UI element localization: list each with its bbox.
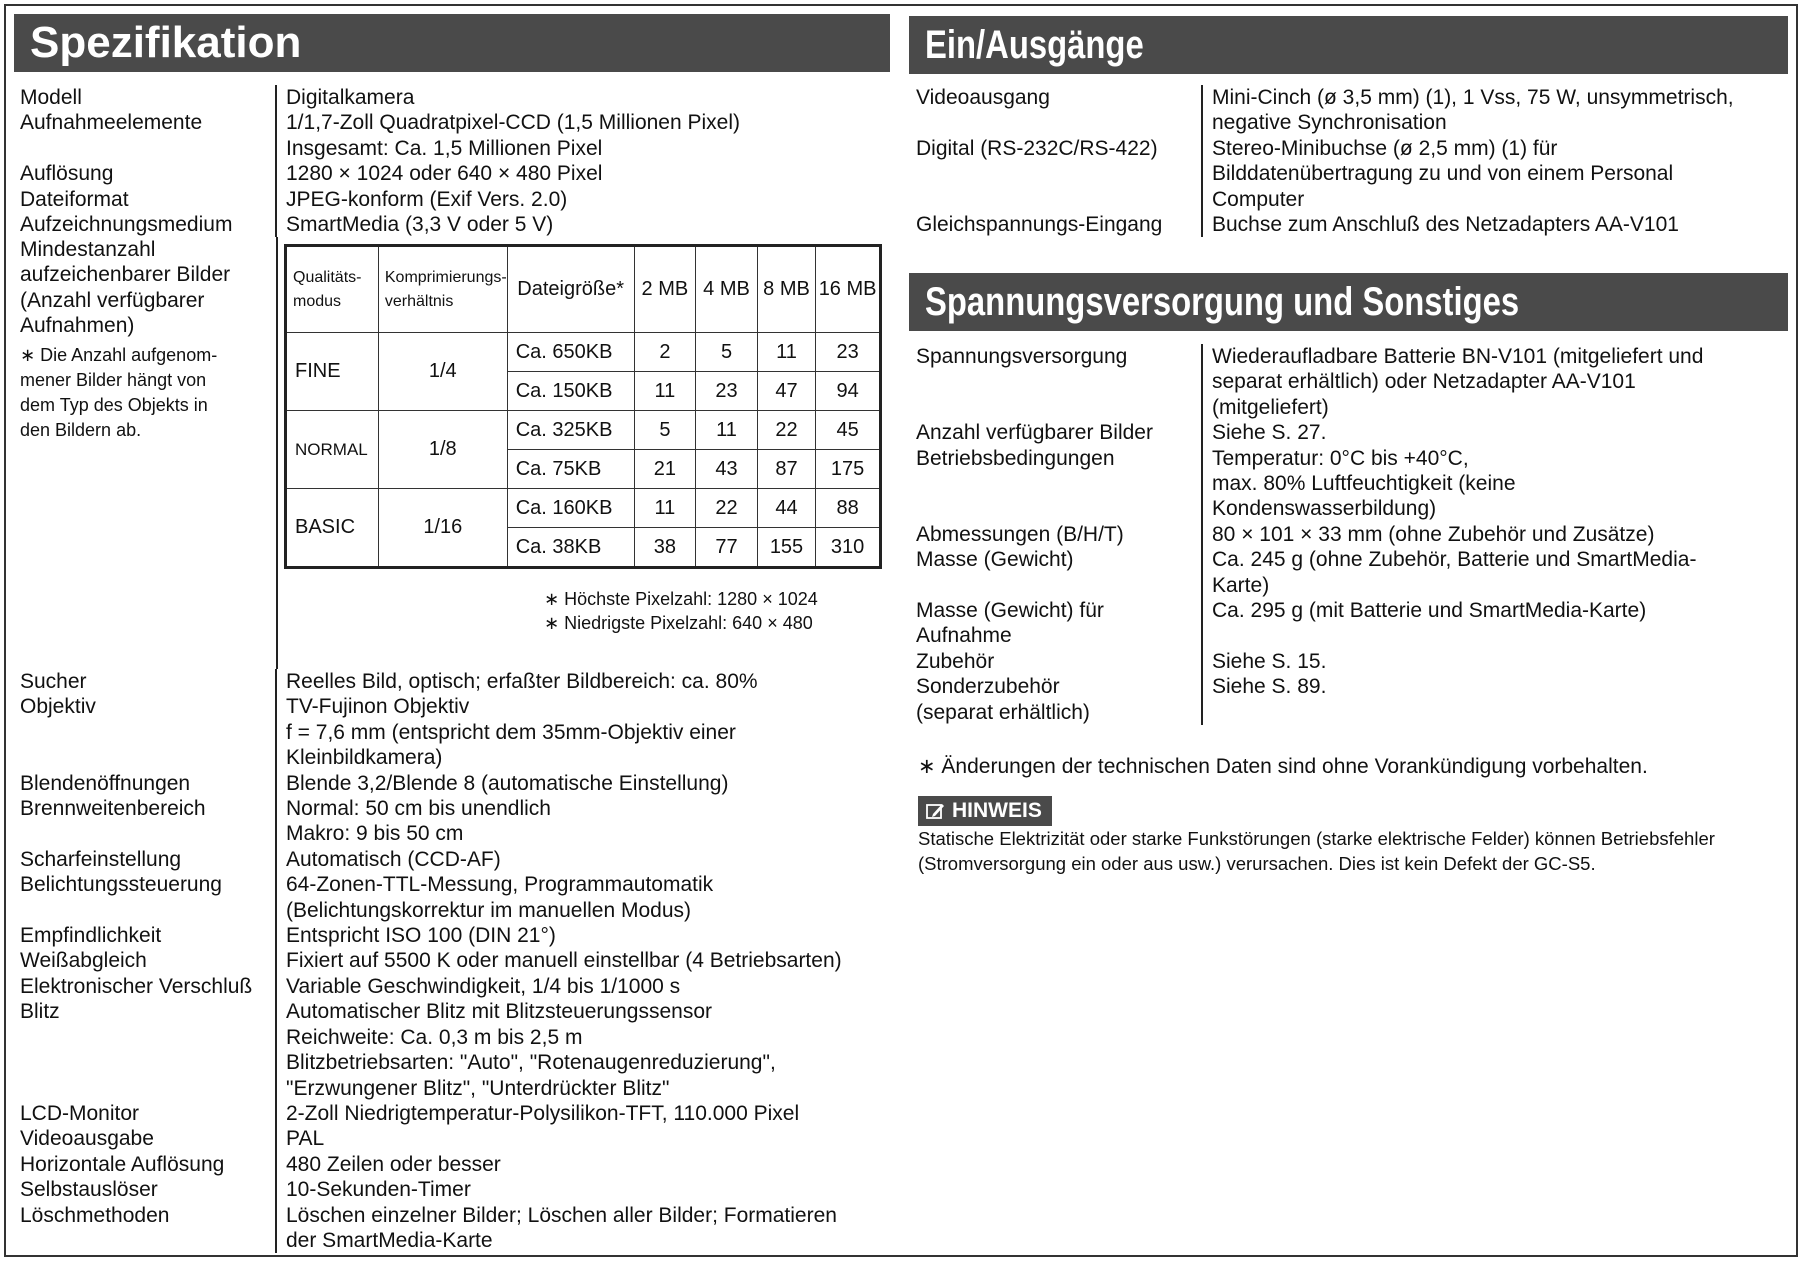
section-title: Spezifikation bbox=[30, 18, 302, 67]
ein-ausgaenge-list bbox=[912, 85, 1792, 237]
spec-label: Scharfeinstellung bbox=[20, 847, 182, 871]
spec-label: Betriebsbedingungen bbox=[916, 446, 1115, 470]
spec-value: 10-Sekunden-Timer bbox=[275, 1177, 896, 1202]
image-count-cell: 88 bbox=[816, 489, 881, 528]
spec-value: Buchse zum Anschluß des Netzadapters AA-V101 bbox=[1201, 212, 1792, 237]
image-count-cell: 11 bbox=[757, 333, 815, 372]
spec-value: Reelles Bild, optisch; erfaßter Bildbereich: ca. 80% bbox=[275, 669, 896, 694]
spec-row bbox=[16, 110, 876, 161]
spec-row bbox=[912, 85, 1792, 136]
image-count-cell: 43 bbox=[696, 450, 758, 489]
image-count-cell: 11 bbox=[634, 372, 696, 411]
spec-row bbox=[16, 1177, 896, 1202]
spec-value: Fixiert auf 5500 K oder manuell einstellbar (4 Betriebsarten) bbox=[275, 948, 896, 973]
spec-label: Zubehör bbox=[916, 649, 995, 673]
spec-value: 1280 × 1024 oder 640 × 480 Pixel bbox=[275, 161, 876, 186]
spec-row bbox=[16, 85, 876, 110]
table-header-cell: 2 MB bbox=[634, 246, 696, 333]
table-note-max: ∗ Höchste Pixelzahl: 1280 × 1024 bbox=[544, 589, 818, 609]
spec-value: Mini-Cinch (ø 3,5 mm) (1), 1 Vss, 75 W, unsymmetrisch, negative Synchronisation bbox=[1201, 85, 1792, 136]
quality-mode-cell: BASIC bbox=[286, 489, 379, 568]
spec-label: Horizontale Auflösung bbox=[20, 1152, 225, 1176]
file-size-cell: Ca. 38KB bbox=[507, 528, 634, 568]
spec-row bbox=[16, 1203, 896, 1254]
image-count-cell: 5 bbox=[696, 333, 758, 372]
spec-row bbox=[912, 598, 1792, 649]
spec-value: 80 × 101 × 33 mm (ohne Zubehör und Zusätze) bbox=[1201, 522, 1792, 547]
image-count-cell: 11 bbox=[634, 489, 696, 528]
spec-value: Automatischer Blitz mit Blitzsteuerungssensor Reichweite: Ca. 0,3 m bis 2,5 m Blitzbetriebsarten: "Auto", "Rotenaugenreduzierung", "Erzwungener Blitz", "Unterdrückter Blitz" bbox=[275, 999, 896, 1101]
spec-label: Blitz bbox=[20, 1000, 60, 1024]
mindest-label-block bbox=[16, 237, 276, 339]
spec-row bbox=[16, 694, 896, 770]
table-header-cell: 8 MB bbox=[757, 246, 815, 333]
file-size-cell: Ca. 325KB bbox=[507, 411, 634, 450]
spec-value: Variable Geschwindigkeit, 1/4 bis 1/1000 s bbox=[275, 974, 896, 999]
spec-value: JPEG-konform (Exif Vers. 2.0) bbox=[275, 187, 876, 212]
spec-row bbox=[16, 669, 896, 694]
image-count-cell: 21 bbox=[634, 450, 696, 489]
image-count-cell: 11 bbox=[696, 411, 758, 450]
spec-label: Gleichspannungs-Eingang bbox=[916, 213, 1163, 237]
table-header-row bbox=[286, 246, 881, 333]
image-count-cell: 22 bbox=[757, 411, 815, 450]
spec-row bbox=[912, 522, 1792, 547]
spec-label: Blendenöffnungen bbox=[20, 771, 191, 795]
compression-ratio-cell: 1/8 bbox=[378, 411, 507, 489]
spec-row bbox=[912, 136, 1792, 212]
image-count-cell: 5 bbox=[634, 411, 696, 450]
section-title: Spannungsversorgung und Sonstiges bbox=[925, 279, 1520, 324]
spec-value: Stereo-Minibuchse (ø 2,5 mm) (1) für Bilddatenübertragung zu und von einem Personal Computer bbox=[1201, 136, 1792, 212]
file-size-cell: Ca. 150KB bbox=[507, 372, 634, 411]
spec-row bbox=[912, 547, 1792, 598]
image-count-cell: 23 bbox=[696, 372, 758, 411]
pencil-icon bbox=[926, 802, 946, 820]
spec-label: Dateiformat bbox=[20, 187, 129, 211]
spec-value: SmartMedia (3,3 V oder 5 V) bbox=[275, 212, 876, 237]
spec-row bbox=[16, 1126, 896, 1151]
spec-row bbox=[16, 872, 896, 923]
spec-value: Ca. 295 g (mit Batterie und SmartMedia-Karte) bbox=[1201, 598, 1792, 649]
hinweis-badge bbox=[918, 796, 1052, 826]
image-count-cell: 44 bbox=[757, 489, 815, 528]
compression-ratio-cell: 1/4 bbox=[378, 333, 507, 411]
spec-value: Siehe S. 89. bbox=[1201, 674, 1792, 725]
image-count-cell: 155 bbox=[757, 528, 815, 568]
spec-row bbox=[16, 771, 896, 796]
spec-row bbox=[16, 161, 876, 186]
spec-row bbox=[16, 796, 896, 847]
image-count-cell: 2 bbox=[634, 333, 696, 372]
image-count-cell: 310 bbox=[816, 528, 881, 568]
section-header-spannung bbox=[909, 273, 1788, 331]
table-header-cell: Qualitäts- modus bbox=[286, 246, 379, 333]
spec-value: 64-Zonen-TTL-Messung, Programmautomatik (Belichtungskorrektur im manuellen Modus) bbox=[275, 872, 896, 923]
image-count-cell: 47 bbox=[757, 372, 815, 411]
spec-value: Normal: 50 cm bis unendlich Makro: 9 bis 50 cm bbox=[275, 796, 896, 847]
spec-label: Spannungsversorgung bbox=[916, 345, 1128, 368]
spec-row bbox=[912, 420, 1792, 445]
table-header-cell: 4 MB bbox=[696, 246, 758, 333]
column-divider bbox=[276, 237, 278, 669]
mindest-note: ∗ Die Anzahl aufgenom- mener Bilder hängt von dem Typ des Objekts in den Bildern ab. bbox=[20, 345, 218, 440]
section-header-spezifikation bbox=[14, 14, 890, 72]
spec-value: 1/1,7-Zoll Quadratpixel-CCD (1,5 Millionen Pixel) Insgesamt: Ca. 1,5 Millionen Pixel bbox=[275, 110, 876, 161]
spec-label: Elektronischer Verschluß bbox=[20, 974, 253, 998]
spec-row bbox=[912, 446, 1792, 522]
spec-label: Sonderzubehör (separat erhältlich) bbox=[916, 675, 1090, 724]
spec-label: Löschmethoden bbox=[20, 1203, 170, 1227]
spec-value: Siehe S. 15. bbox=[1201, 649, 1792, 674]
table-row bbox=[286, 333, 881, 372]
table-row bbox=[286, 489, 881, 528]
spec-label: Anzahl verfügbarer Bilder bbox=[916, 421, 1153, 445]
hinweis-text: Statische Elektrizität oder starke Funkstörungen (starke elektrische Felder) können Betriebsfehler (Stromversorgung ein oder aus usw.) verursachen. Dies ist kein Defekt der GC-S5. bbox=[918, 828, 1715, 874]
spec-label: Modell bbox=[20, 86, 82, 109]
table-header-cell: Dateigröße* bbox=[507, 246, 634, 333]
image-count-cell: 87 bbox=[757, 450, 815, 489]
spec-label: Masse (Gewicht) bbox=[916, 548, 1074, 572]
spec-label: Selbstauslöser bbox=[20, 1178, 158, 1202]
spec-label: Aufnahmeelemente bbox=[20, 111, 203, 135]
spec-value: 2-Zoll Niedrigtemperatur-Polysilikon-TFT, 110.000 Pixel bbox=[275, 1101, 896, 1126]
spec-value: Ca. 245 g (ohne Zubehör, Batterie und SmartMedia- Karte) bbox=[1201, 547, 1792, 598]
table-header-cell: Komprimierungs- verhältnis bbox=[378, 246, 507, 333]
spec-value: Digitalkamera bbox=[275, 85, 876, 110]
file-size-cell: Ca. 75KB bbox=[507, 450, 634, 489]
quality-mode-cell: NORMAL bbox=[286, 411, 379, 489]
section-title: Ein/Ausgänge bbox=[925, 22, 1144, 67]
spec-list-top bbox=[16, 85, 876, 237]
compression-ratio-cell: 1/16 bbox=[378, 489, 507, 568]
spec-row bbox=[16, 847, 896, 872]
mindest-label: Mindestanzahl aufzeichenbarer Bilder (Anzahl verfügbarer Aufnahmen) bbox=[20, 238, 231, 338]
image-count-cell: 77 bbox=[696, 528, 758, 568]
spannung-list bbox=[912, 344, 1792, 725]
table-note-min: ∗ Niedrigste Pixelzahl: 640 × 480 bbox=[544, 613, 813, 633]
spec-row bbox=[16, 923, 896, 948]
spec-label: Brennweitenbereich bbox=[20, 797, 206, 821]
image-count-cell: 23 bbox=[816, 333, 881, 372]
section-header-ein-ausgaenge bbox=[909, 16, 1788, 74]
spec-row bbox=[912, 212, 1792, 237]
spec-value: Automatisch (CCD-AF) bbox=[275, 847, 896, 872]
spec-row bbox=[912, 344, 1792, 420]
image-count-cell: 45 bbox=[816, 411, 881, 450]
spec-value: TV-Fujinon Objektiv f = 7,6 mm (entspricht dem 35mm-Objektiv einer Kleinbildkamera) bbox=[275, 694, 896, 770]
spec-list-bottom bbox=[16, 669, 896, 1253]
quality-mode-cell: FINE bbox=[286, 333, 379, 411]
spec-row bbox=[16, 948, 896, 973]
spec-value: Blende 3,2/Blende 8 (automatische Einstellung) bbox=[275, 771, 896, 796]
file-size-cell: Ca. 650KB bbox=[507, 333, 634, 372]
spec-row bbox=[16, 999, 896, 1101]
spec-label: Abmessungen (B/H/T) bbox=[916, 522, 1124, 546]
table-row bbox=[286, 411, 881, 450]
image-count-cell: 94 bbox=[816, 372, 881, 411]
image-count-cell: 38 bbox=[634, 528, 696, 568]
spec-label: Empfindlichkeit bbox=[20, 924, 162, 948]
spec-row bbox=[16, 974, 896, 999]
spec-row bbox=[16, 1101, 896, 1126]
spec-row bbox=[16, 187, 876, 212]
spec-value: Wiederaufladbare Batterie BN-V101 (mitgeliefert und separat erhältlich) oder Netzadapter AA-V101 (mitgeliefert) bbox=[1201, 344, 1792, 420]
spec-row bbox=[16, 212, 876, 237]
spec-value: PAL bbox=[275, 1126, 896, 1151]
spec-row bbox=[912, 674, 1792, 725]
image-count-cell: 22 bbox=[696, 489, 758, 528]
spec-label: Videoausgang bbox=[916, 86, 1050, 109]
spec-value: Siehe S. 27. bbox=[1201, 420, 1792, 445]
spec-label: Digital (RS-232C/RS-422) bbox=[916, 136, 1158, 160]
spec-label: LCD-Monitor bbox=[20, 1101, 140, 1125]
spec-value: Löschen einzelner Bilder; Löschen aller Bilder; Formatieren der SmartMedia-Karte bbox=[275, 1203, 896, 1254]
spec-row bbox=[16, 1152, 896, 1177]
quality-table bbox=[284, 244, 882, 569]
spec-label: Aufzeichnungsmedium bbox=[20, 213, 233, 237]
spec-value: Temperatur: 0°C bis +40°C, max. 80% Luftfeuchtigkeit (keine Kondenswasserbildung) bbox=[1201, 446, 1792, 522]
file-size-cell: Ca. 160KB bbox=[507, 489, 634, 528]
spec-label: Weißabgleich bbox=[20, 949, 147, 973]
spec-label: Objektiv bbox=[20, 695, 96, 719]
spec-value: Entspricht ISO 100 (DIN 21°) bbox=[275, 923, 896, 948]
spec-label: Belichtungssteuerung bbox=[20, 873, 222, 897]
spec-value: 480 Zeilen oder besser bbox=[275, 1152, 896, 1177]
spec-row bbox=[912, 649, 1792, 674]
image-count-cell: 175 bbox=[816, 450, 881, 489]
hinweis-title: HINWEIS bbox=[952, 799, 1042, 822]
aenderungen-note: ∗ Änderungen der technischen Daten sind ohne Vorankündigung vorbehalten. bbox=[918, 755, 1648, 778]
spec-label: Masse (Gewicht) für Aufnahme bbox=[916, 599, 1104, 648]
spec-label: Sucher bbox=[20, 670, 87, 693]
spec-label: Auflösung bbox=[20, 162, 114, 186]
spec-label: Videoausgabe bbox=[20, 1127, 154, 1151]
table-header-cell: 16 MB bbox=[816, 246, 881, 333]
